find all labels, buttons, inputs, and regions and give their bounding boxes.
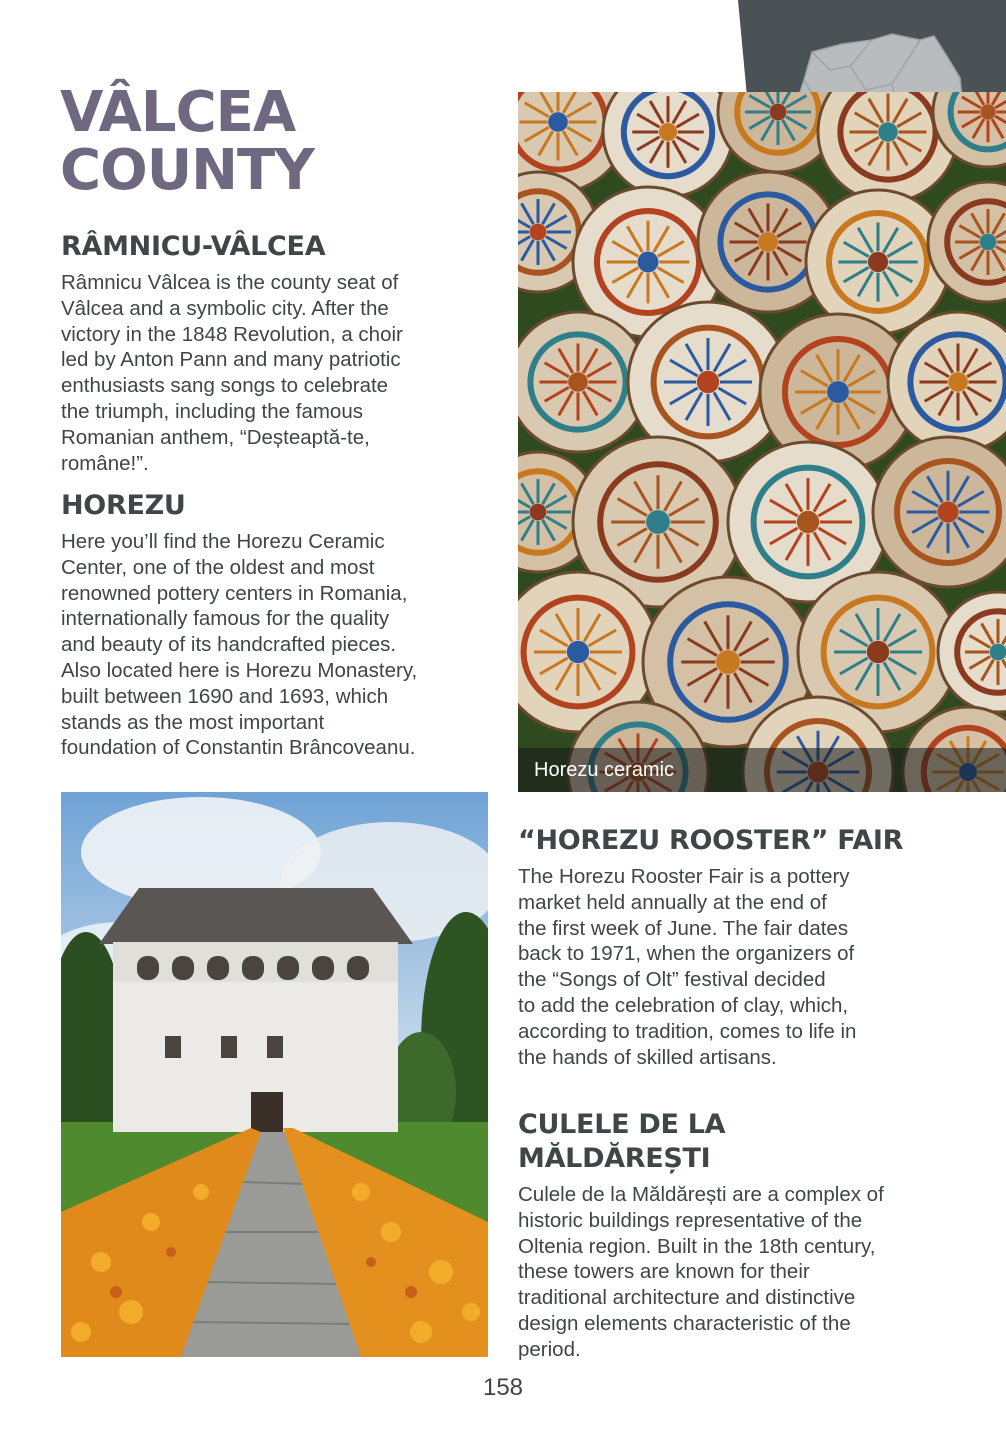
page-number: 158 (482, 1374, 524, 1401)
horezu-ceramic-photo (518, 92, 1006, 792)
section-body-culele: Culele de la Măldărești are a complex of historic buildings representative of the Oltenia region. Built in the 18th century, these towers are known for their traditional architecture and distinctive design elements characteristic of the period. (518, 1183, 884, 1361)
section-body-rooster-fair: The Horezu Rooster Fair is a pottery market held annually at the end of the first week of June. The fair dates back to 1971, when the organizers of the “Songs of Olt” festival decided to add the celebration of clay, which, according to tradition, comes to life in the hands of skilled artisans. (518, 865, 857, 1069)
ceramic-plates-illustration (518, 92, 1006, 792)
culele-tower-photo (61, 792, 488, 1357)
photo-caption: Horezu ceramic (518, 748, 1006, 792)
page-title (60, 80, 500, 203)
section-body-horezu: Here you’ll find the Horezu Ceramic Center, one of the oldest and most renowned pottery centers in Romania, internationally famous for the quality and beauty of its handcrafted pieces. Also located here is Horezu Monastery, built between 1690 and 1693, which stands as the most important foundation of Constantin Brâncoveanu. (61, 530, 418, 760)
section-title-horezu: HOREZU (61, 490, 186, 521)
ceramic-plate (873, 437, 1006, 587)
section-title-rooster-fair: “HOREZU ROOSTER” FAIR (518, 825, 904, 856)
section-body-ramnicu: Râmnicu Vâlcea is the county seat of Vâlcea and a symbolic city. After the victory in the 1848 Revolution, a choir led by Anton Pann and many patriotic enthusiasts sang songs to celebrate the triumph, including the famous Romanian anthem, “Deșteaptă-te, române!”. (61, 271, 403, 475)
ceramic-plate (806, 190, 950, 334)
section-title-culele: CULELE DE LA MĂLDĂREȘTI (518, 1109, 726, 1174)
tower-building-illustration (61, 792, 488, 1357)
page-title-line1: VÂLCEA (60, 80, 296, 145)
page-title-line2: COUNTY (60, 138, 314, 203)
section-title-ramnicu: RÂMNICU-VÂLCEA (61, 231, 326, 262)
